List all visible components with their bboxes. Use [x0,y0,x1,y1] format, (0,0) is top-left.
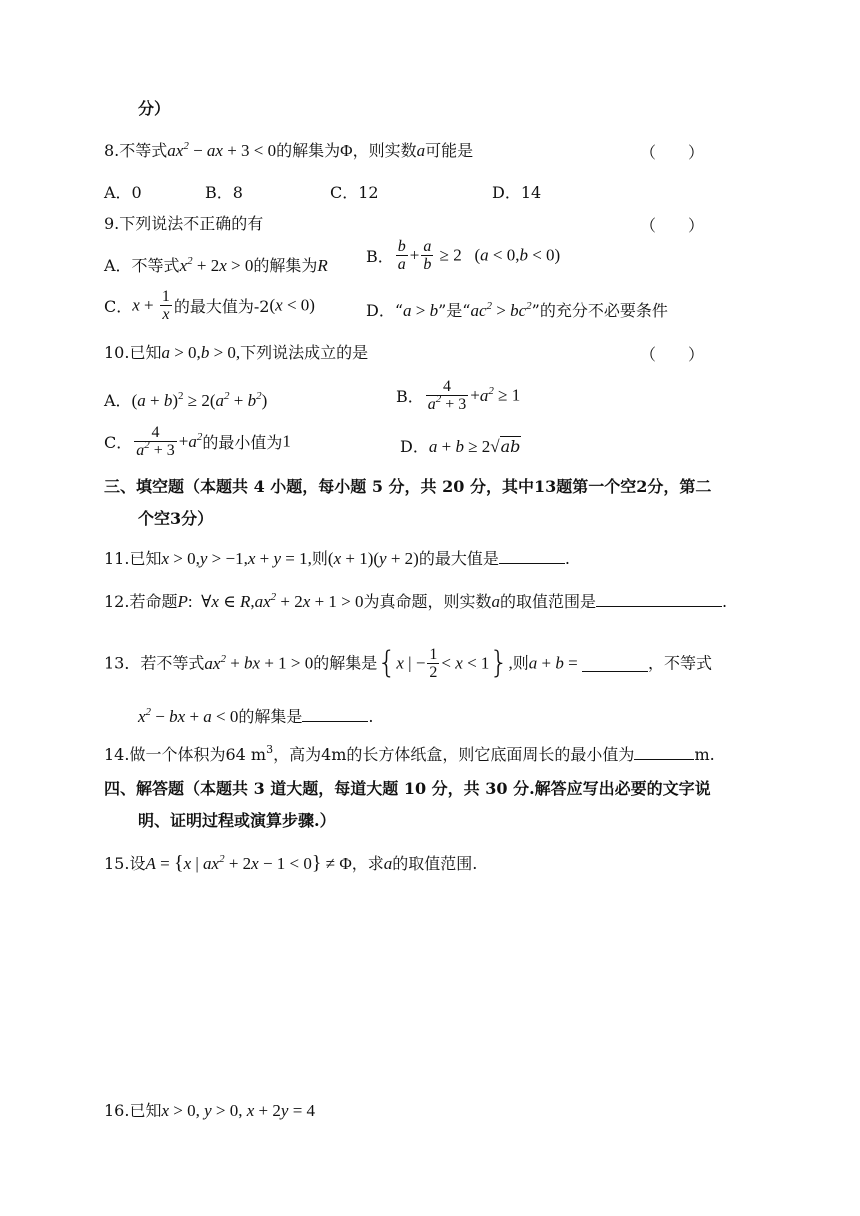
section-3-title: 三、填空题（本题共 4 小题，每小题 5 分，共 20 分，其中13题第一个空2分，第二 [104,477,712,496]
answer-blank[interactable] [596,591,722,607]
section-3-title-cont: 个空3分） [138,509,214,528]
option-d: D．a + b ≥ 2√ab [400,437,521,456]
question-13-cont: $x^2$ − bx + a < 0的解集是 . [138,706,374,726]
question-12: 12.若命题P: ∀x ∈ $R,ax^2 + 2x + 1 > 0$为真命题，则实数a的取值范围是 . [104,591,728,611]
option-c: C．x + $\frac{1}{x}$ 的最大值为-2(x < 0) [104,288,315,323]
answer-blank[interactable] [634,744,694,760]
option-d: D．“a > b”是“$ac^2 > bc^2$”的充分不必要条件 [366,300,668,320]
section-4-title-cont: 明、证明过程或演算步骤.） [138,811,336,830]
question-13: 13．若不等式$ax^2$ + bx + 1 > 0的解集是{x | − $\frac{1}{2}$ < x < 1},则a + b = ，不等式 [104,645,712,681]
option-d: D．14 [492,183,542,202]
option-b: B． $\frac{b}{a}$ + $\frac{a}{b}$ ≥ 2 (a < 0,b < 0) [366,238,561,273]
section-4-title: 四、解答题（本题共 3 道大题，每道大题 10 分，共 30 分.解答应写出必要的文字说 [104,779,711,798]
question-14: 14.做一个体积为64 $m^3$，高为4m的长方体纸盒，则它底面周长的最小值为 m. [104,743,715,764]
question-11: 11.已知x > 0,y > −1,x + y = 1,则(x + 1)(y + 2)的最大值是 . [104,549,570,568]
option-b: B．8 [205,183,243,202]
answer-blank[interactable] [499,548,565,564]
question-10: 10.已知a > 0,b > 0,下列说法成立的是 [104,343,369,362]
option-a: A．$(a + b)^2 \ge 2(a^2 + b^2)$ [104,390,268,410]
answer-blank[interactable] [302,706,368,722]
option-c: C． $\frac{4}{a^2 + 3}$ $+a^2$的最小值为1 [104,424,291,459]
question-8: 8.不等式$ax^2$ − ax + 3 < 0的解集为Φ，则实数a可能是 [104,140,474,160]
question-9: 9.下列说法不正确的有 [104,214,264,233]
answer-bracket: （ ） [640,216,705,235]
question-15: 15.设A = {x | $ax^2 + 2x - 1 < 0\} \ne \Phi$，求a的取值范围. [104,852,478,874]
option-a: A．0 [104,183,142,202]
question-16: 16.已知x > 0, y > 0, x + 2y = 4 [104,1101,316,1120]
previous-section-tail: 分） [138,99,171,118]
option-a: A．不等式$x^2 + 2x > 0$的解集为R [104,255,328,275]
option-c: C．12 [330,183,379,202]
answer-bracket: （ ） [640,143,705,162]
question-number: 8. [104,141,120,160]
answer-blank[interactable] [582,656,648,672]
option-b: B． $\frac{4}{a^2 + 3}$ $+a^2 \ge 1$ [396,378,521,413]
answer-bracket: （ ） [640,345,705,364]
